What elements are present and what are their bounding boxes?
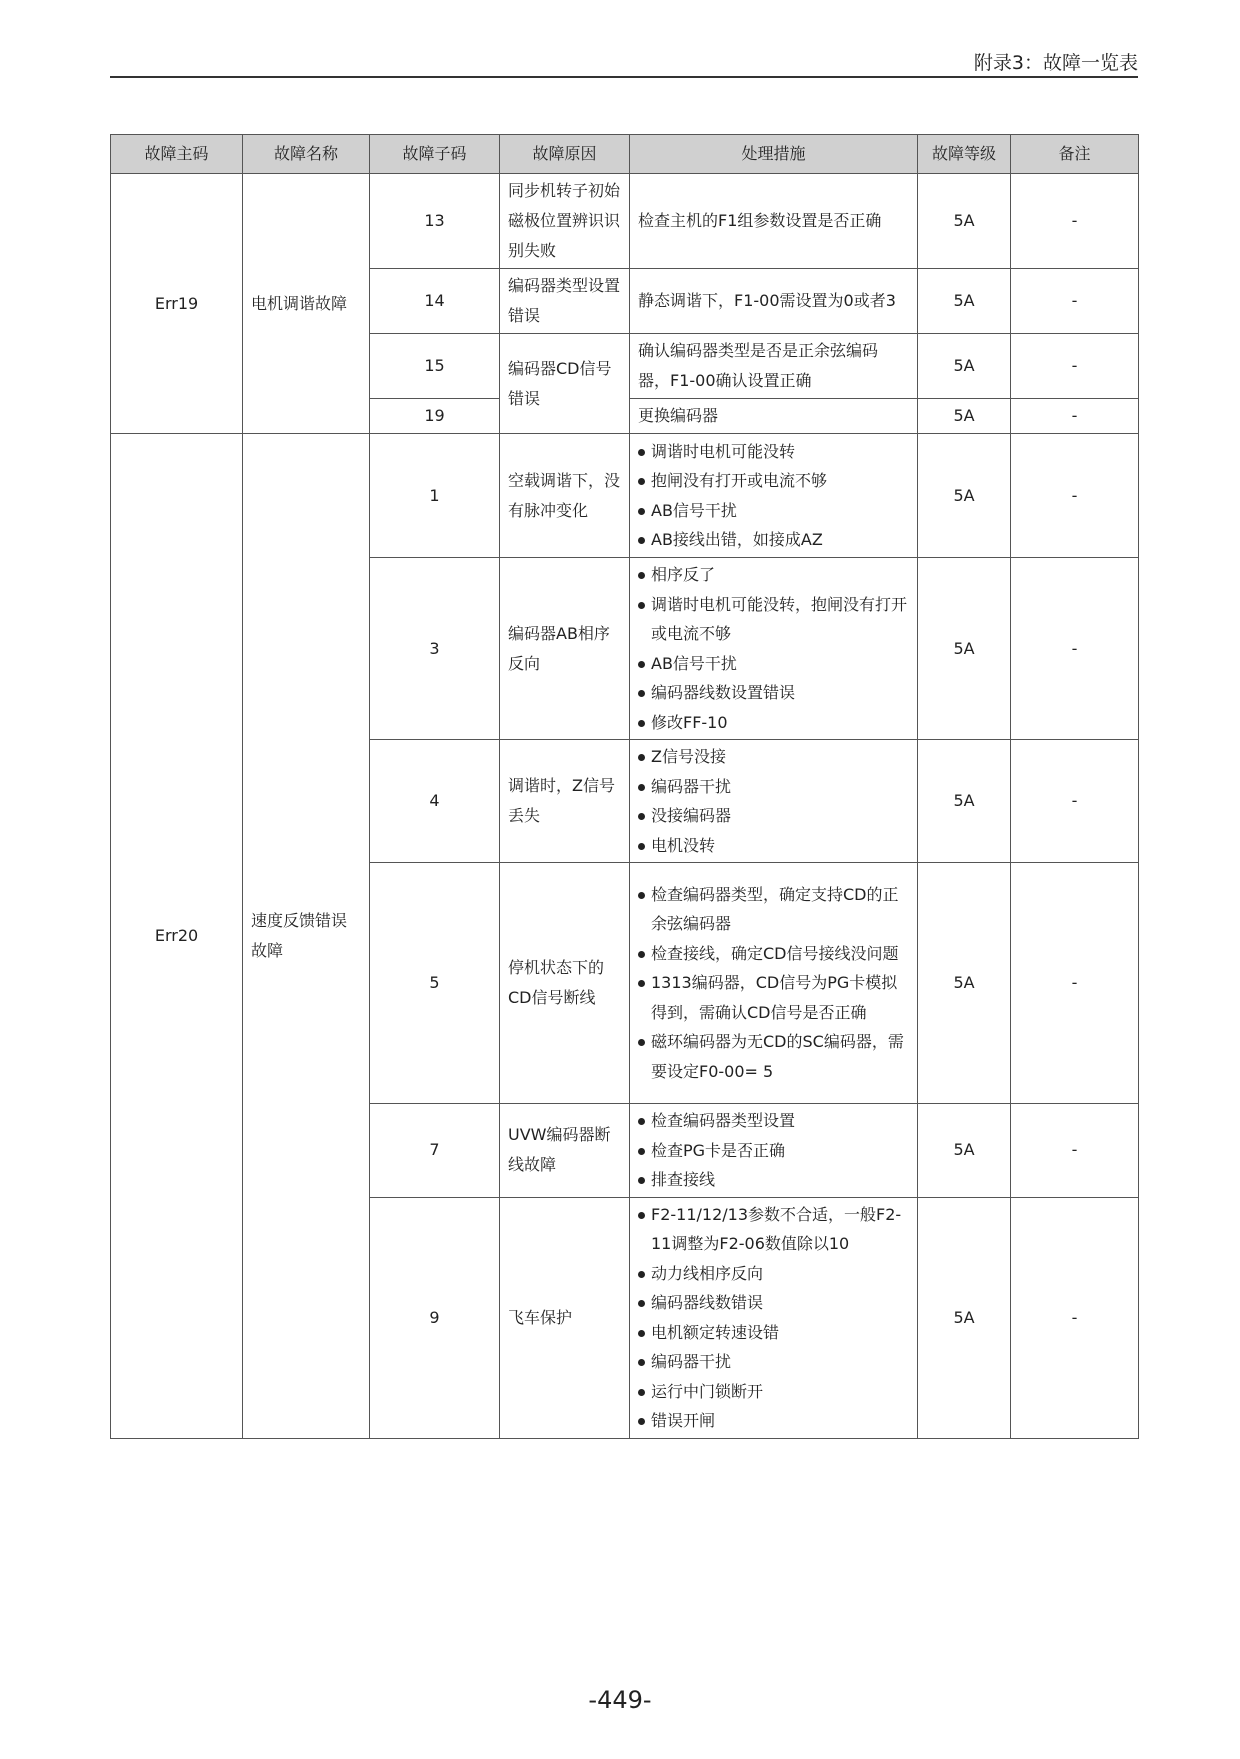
cause-cell: 飞车保护 [500,1197,630,1438]
fault-name-cell: 电机调谐故障 [243,174,370,434]
measure-cell [630,558,918,740]
level-cell: 5A [918,334,1011,399]
level-cell: 5A [918,1197,1011,1438]
measure-list [638,742,909,860]
level-cell: 5A [918,434,1011,558]
list-item: AB信号干扰 [638,496,909,526]
note-cell: - [1011,558,1139,740]
table-header-row [111,135,1139,174]
list-item: 编码器干扰 [638,772,909,802]
level-cell: 5A [918,863,1011,1104]
cause-cell: 空载调谐下，没有脉冲变化 [500,434,630,558]
note-cell: - [1011,863,1139,1104]
list-item: 错误开闸 [638,1406,909,1436]
measure-cell: 确认编码器类型是否是正余弦编码器，F1-00确认设置正确 [630,334,918,399]
main-code-cell: Err20 [111,434,243,1439]
table-row [111,434,1139,558]
list-item: 调谐时电机可能没转 [638,437,909,467]
sub-code-cell: 14 [370,269,500,334]
list-item: 检查编码器类型设置 [638,1106,909,1136]
level-cell: 5A [918,399,1011,434]
main-code-cell: Err19 [111,174,243,434]
measure-cell [630,1197,918,1438]
level-cell: 5A [918,558,1011,740]
list-item: 抱闸没有打开或电流不够 [638,466,909,496]
column-header-sub-code: 故障子码 [370,135,500,174]
note-cell: - [1011,1197,1139,1438]
sub-code-cell: 5 [370,863,500,1104]
measure-cell [630,1104,918,1198]
column-header-measure: 处理措施 [630,135,918,174]
note-cell: - [1011,399,1139,434]
list-item: 编码器线数错误 [638,1288,909,1318]
measure-cell: 检查主机的F1组参数设置是否正确 [630,174,918,269]
sub-code-cell: 3 [370,558,500,740]
sub-code-cell: 7 [370,1104,500,1198]
list-item: AB信号干扰 [638,649,909,679]
measure-list [638,437,909,555]
sub-code-cell: 13 [370,174,500,269]
column-header-cause: 故障原因 [500,135,630,174]
list-item: AB接线出错，如接成AZ [638,525,909,555]
level-cell: 5A [918,269,1011,334]
list-item: 排查接线 [638,1165,909,1195]
sub-code-cell: 9 [370,1197,500,1438]
note-cell: - [1011,269,1139,334]
list-item: Z信号没接 [638,742,909,772]
measure-cell: 静态调谐下，F1-00需设置为0或者3 [630,269,918,334]
list-item: 检查接线，确定CD信号接线没问题 [638,939,909,969]
measure-cell [630,434,918,558]
list-item: 检查编码器类型，确定支持CD的正余弦编码器 [638,880,909,939]
list-item: 电机额定转速设错 [638,1318,909,1348]
list-item: 电机没转 [638,831,909,861]
column-header-level: 故障等级 [918,135,1011,174]
list-item: 编码器线数设置错误 [638,678,909,708]
cause-cell: 同步机转子初始磁极位置辨识识别失败 [500,174,630,269]
measure-cell [630,863,918,1104]
note-cell: - [1011,740,1139,863]
cause-cell: 调谐时，Z信号丢失 [500,740,630,863]
cause-cell: 编码器类型设置错误 [500,269,630,334]
table-row [111,174,1139,269]
measure-list [638,1106,909,1195]
column-header-note: 备注 [1011,135,1139,174]
cause-cell: 编码器AB相序反向 [500,558,630,740]
note-cell: - [1011,434,1139,558]
list-item: F2-11/12/13参数不合适，一般F2-11调整为F2-06数值除以10 [638,1200,909,1259]
sub-code-cell: 1 [370,434,500,558]
page-number: -449- [588,1686,652,1714]
cause-cell: UVW编码器断线故障 [500,1104,630,1198]
sub-code-cell: 4 [370,740,500,863]
measure-list [638,560,909,737]
list-item: 相序反了 [638,560,909,590]
cause-cell: 停机状态下的CD信号断线 [500,863,630,1104]
note-cell: - [1011,1104,1139,1198]
page-header [110,46,1138,78]
measure-list [638,1200,909,1436]
list-item: 运行中门锁断开 [638,1377,909,1407]
list-item: 调谐时电机可能没转，抱闸没有打开或电流不够 [638,590,909,649]
level-cell: 5A [918,740,1011,863]
list-item: 1313编码器，CD信号为PG卡模拟得到，需确认CD信号是否正确 [638,968,909,1027]
list-item: 动力线相序反向 [638,1259,909,1289]
list-item: 磁环编码器为无CD的SC编码器，需要设定F0-00= 5 [638,1027,909,1086]
column-header-fault-name: 故障名称 [243,135,370,174]
sub-code-cell: 19 [370,399,500,434]
measure-list [638,880,909,1087]
header-title: 附录3：故障一览表 [973,52,1138,74]
level-cell: 5A [918,1104,1011,1198]
fault-name-cell: 速度反馈错误故障 [243,434,370,1439]
list-item: 修改FF-10 [638,708,909,738]
cause-cell: 编码器CD信号错误 [500,334,630,434]
column-header-main-code: 故障主码 [111,135,243,174]
sub-code-cell: 15 [370,334,500,399]
list-item: 检查PG卡是否正确 [638,1136,909,1166]
list-item: 没接编码器 [638,801,909,831]
note-cell: - [1011,174,1139,269]
measure-cell [630,740,918,863]
list-item: 编码器干扰 [638,1347,909,1377]
level-cell: 5A [918,174,1011,269]
measure-cell: 更换编码器 [630,399,918,434]
note-cell: - [1011,334,1139,399]
fault-table [110,134,1139,1439]
